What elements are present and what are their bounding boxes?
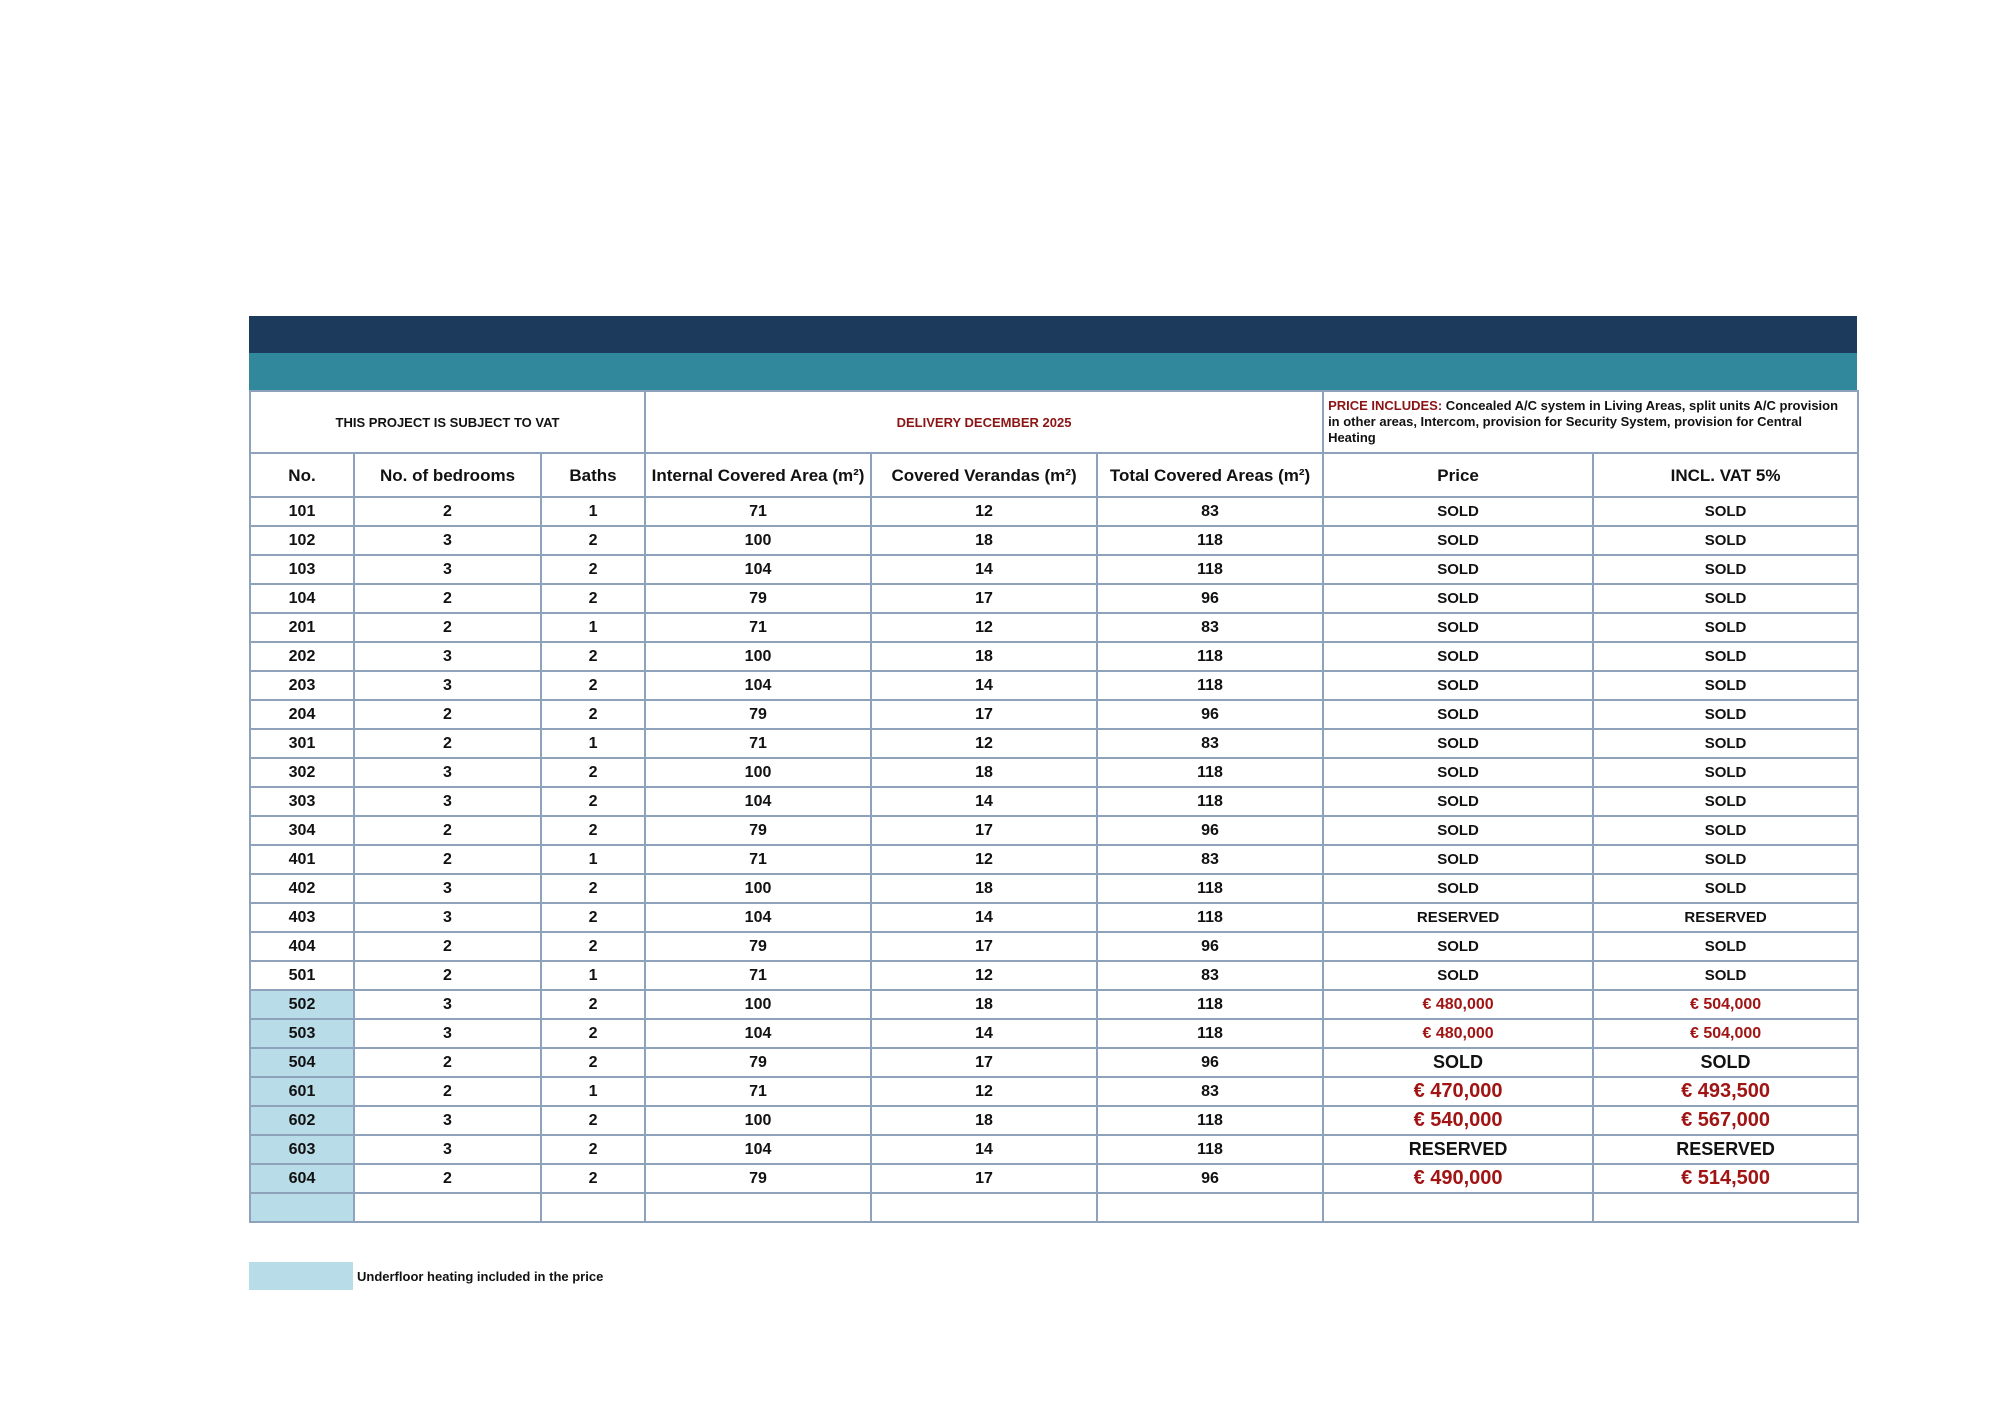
unit-number-cell: 402 <box>250 874 354 903</box>
table-row <box>250 990 1858 1019</box>
internal-area-cell: 71 <box>645 613 871 642</box>
empty-cell <box>1323 1193 1593 1222</box>
price-cell: SOLD <box>1323 729 1593 758</box>
table-row <box>250 1135 1858 1164</box>
price-incl-vat-cell: RESERVED <box>1593 1135 1858 1164</box>
verandas-area-cell: 17 <box>871 932 1097 961</box>
unit-number-cell: 102 <box>250 526 354 555</box>
price-incl-vat-cell: SOLD <box>1593 932 1858 961</box>
vat-note: THIS PROJECT IS SUBJECT TO VAT <box>250 391 645 453</box>
verandas-area-cell: 18 <box>871 526 1097 555</box>
price-cell: SOLD <box>1323 642 1593 671</box>
header-band-dark <box>249 316 1857 353</box>
baths-cell: 2 <box>541 1048 645 1077</box>
total-area-cell: 118 <box>1097 526 1323 555</box>
internal-area-cell: 100 <box>645 990 871 1019</box>
internal-area-cell: 79 <box>645 1048 871 1077</box>
price-incl-vat-cell: SOLD <box>1593 874 1858 903</box>
price-cell: € 490,000 <box>1323 1164 1593 1193</box>
total-area-cell: 118 <box>1097 787 1323 816</box>
verandas-area-cell: 17 <box>871 816 1097 845</box>
bedrooms-cell: 2 <box>354 584 541 613</box>
bedrooms-cell: 2 <box>354 961 541 990</box>
unit-number-cell: 403 <box>250 903 354 932</box>
unit-number-cell: 301 <box>250 729 354 758</box>
header-band-teal <box>249 353 1857 390</box>
price-incl-vat-cell: SOLD <box>1593 613 1858 642</box>
internal-area-cell: 71 <box>645 1077 871 1106</box>
total-area-cell: 118 <box>1097 1106 1323 1135</box>
col-header-price: Price <box>1323 453 1593 497</box>
baths-cell: 2 <box>541 700 645 729</box>
price-incl-vat-cell: SOLD <box>1593 700 1858 729</box>
table-row <box>250 1106 1858 1135</box>
baths-cell: 2 <box>541 1164 645 1193</box>
price-cell: SOLD <box>1323 787 1593 816</box>
internal-area-cell: 100 <box>645 874 871 903</box>
internal-area-cell: 71 <box>645 961 871 990</box>
verandas-area-cell: 17 <box>871 584 1097 613</box>
verandas-area-cell: 18 <box>871 1106 1097 1135</box>
column-headers <box>250 453 1858 497</box>
table-row <box>250 874 1858 903</box>
table-row <box>250 700 1858 729</box>
price-incl-vat-cell: SOLD <box>1593 729 1858 758</box>
price-cell: SOLD <box>1323 874 1593 903</box>
unit-number-cell: 304 <box>250 816 354 845</box>
price-cell: SOLD <box>1323 845 1593 874</box>
total-area-cell: 118 <box>1097 671 1323 700</box>
bedrooms-cell: 3 <box>354 555 541 584</box>
total-area-cell: 96 <box>1097 932 1323 961</box>
col-header-price-vat: INCL. VAT 5% <box>1593 453 1858 497</box>
empty-cell <box>1593 1193 1858 1222</box>
unit-number-cell: 202 <box>250 642 354 671</box>
bedrooms-cell: 2 <box>354 700 541 729</box>
bedrooms-cell: 3 <box>354 526 541 555</box>
total-area-cell: 118 <box>1097 1019 1323 1048</box>
unit-number-cell: 203 <box>250 671 354 700</box>
internal-area-cell: 104 <box>645 903 871 932</box>
price-incl-vat-cell: SOLD <box>1593 671 1858 700</box>
bedrooms-cell: 2 <box>354 729 541 758</box>
total-area-cell: 83 <box>1097 613 1323 642</box>
baths-cell: 1 <box>541 1077 645 1106</box>
empty-cell-no <box>250 1193 354 1222</box>
bedrooms-cell: 2 <box>354 613 541 642</box>
unit-number-cell: 303 <box>250 787 354 816</box>
table-row <box>250 671 1858 700</box>
price-cell: € 540,000 <box>1323 1106 1593 1135</box>
baths-cell: 2 <box>541 1135 645 1164</box>
unit-number-cell: 401 <box>250 845 354 874</box>
price-incl-vat-cell: SOLD <box>1593 584 1858 613</box>
empty-row <box>250 1193 1858 1222</box>
price-cell: € 480,000 <box>1323 1019 1593 1048</box>
price-incl-vat-cell: SOLD <box>1593 497 1858 526</box>
verandas-area-cell: 17 <box>871 1048 1097 1077</box>
verandas-area-cell: 12 <box>871 1077 1097 1106</box>
price-includes <box>1323 391 1858 453</box>
baths-cell: 1 <box>541 961 645 990</box>
total-area-cell: 83 <box>1097 729 1323 758</box>
verandas-area-cell: 17 <box>871 700 1097 729</box>
col-header-bedrooms: No. of bedrooms <box>354 453 541 497</box>
total-area-cell: 83 <box>1097 961 1323 990</box>
price-includes-text: Concealed A/C system in Living Areas, split units A/C provision in other areas, Intercom, provision for Security System, provision for Central Heating <box>1328 398 1839 445</box>
verandas-area-cell: 14 <box>871 1135 1097 1164</box>
table-row <box>250 729 1858 758</box>
price-list-sheet <box>249 316 1857 1223</box>
total-area-cell: 118 <box>1097 758 1323 787</box>
bedrooms-cell: 3 <box>354 758 541 787</box>
internal-area-cell: 100 <box>645 758 871 787</box>
col-header-verandas: Covered Verandas (m²) <box>871 453 1097 497</box>
table-body <box>250 497 1858 1193</box>
verandas-area-cell: 14 <box>871 787 1097 816</box>
baths-cell: 2 <box>541 584 645 613</box>
total-area-cell: 83 <box>1097 497 1323 526</box>
table-row <box>250 845 1858 874</box>
verandas-area-cell: 18 <box>871 990 1097 1019</box>
price-cell: € 470,000 <box>1323 1077 1593 1106</box>
price-cell: SOLD <box>1323 700 1593 729</box>
internal-area-cell: 71 <box>645 497 871 526</box>
internal-area-cell: 100 <box>645 642 871 671</box>
table-row <box>250 555 1858 584</box>
bedrooms-cell: 2 <box>354 816 541 845</box>
baths-cell: 1 <box>541 497 645 526</box>
unit-number-cell: 204 <box>250 700 354 729</box>
unit-number-cell: 302 <box>250 758 354 787</box>
unit-number-cell: 601 <box>250 1077 354 1106</box>
verandas-area-cell: 12 <box>871 613 1097 642</box>
internal-area-cell: 104 <box>645 787 871 816</box>
col-header-baths: Baths <box>541 453 645 497</box>
internal-area-cell: 71 <box>645 845 871 874</box>
verandas-area-cell: 14 <box>871 903 1097 932</box>
total-area-cell: 118 <box>1097 874 1323 903</box>
internal-area-cell: 100 <box>645 526 871 555</box>
price-incl-vat-cell: SOLD <box>1593 961 1858 990</box>
verandas-area-cell: 17 <box>871 1164 1097 1193</box>
price-cell: € 480,000 <box>1323 990 1593 1019</box>
table-row <box>250 787 1858 816</box>
table-row <box>250 1164 1858 1193</box>
price-cell: SOLD <box>1323 497 1593 526</box>
col-header-no: No. <box>250 453 354 497</box>
table-row <box>250 613 1858 642</box>
price-incl-vat-cell: SOLD <box>1593 1048 1858 1077</box>
table-row <box>250 816 1858 845</box>
verandas-area-cell: 14 <box>871 1019 1097 1048</box>
unit-number-cell: 104 <box>250 584 354 613</box>
baths-cell: 2 <box>541 932 645 961</box>
table-row <box>250 758 1858 787</box>
price-incl-vat-cell: SOLD <box>1593 787 1858 816</box>
unit-number-cell: 504 <box>250 1048 354 1077</box>
price-incl-vat-cell: € 514,500 <box>1593 1164 1858 1193</box>
bedrooms-cell: 2 <box>354 497 541 526</box>
baths-cell: 1 <box>541 729 645 758</box>
price-cell: SOLD <box>1323 526 1593 555</box>
unit-number-cell: 603 <box>250 1135 354 1164</box>
verandas-area-cell: 14 <box>871 555 1097 584</box>
price-cell: SOLD <box>1323 961 1593 990</box>
bedrooms-cell: 3 <box>354 671 541 700</box>
price-incl-vat-cell: SOLD <box>1593 758 1858 787</box>
legend-text: Underfloor heating included in the price <box>357 1268 604 1284</box>
internal-area-cell: 71 <box>645 729 871 758</box>
price-cell: SOLD <box>1323 1048 1593 1077</box>
bedrooms-cell: 3 <box>354 990 541 1019</box>
empty-cell <box>541 1193 645 1222</box>
baths-cell: 2 <box>541 758 645 787</box>
table-row <box>250 961 1858 990</box>
price-incl-vat-cell: SOLD <box>1593 555 1858 584</box>
unit-number-cell: 602 <box>250 1106 354 1135</box>
unit-number-cell: 103 <box>250 555 354 584</box>
baths-cell: 2 <box>541 874 645 903</box>
bedrooms-cell: 2 <box>354 1164 541 1193</box>
internal-area-cell: 79 <box>645 1164 871 1193</box>
table-row <box>250 1048 1858 1077</box>
baths-cell: 1 <box>541 845 645 874</box>
verandas-area-cell: 18 <box>871 758 1097 787</box>
price-cell: SOLD <box>1323 555 1593 584</box>
price-includes-label: PRICE INCLUDES: <box>1328 398 1443 413</box>
bedrooms-cell: 2 <box>354 845 541 874</box>
empty-cell <box>871 1193 1097 1222</box>
table-row <box>250 1019 1858 1048</box>
price-list-table <box>249 390 1859 1223</box>
total-area-cell: 96 <box>1097 700 1323 729</box>
delivery-date: DELIVERY DECEMBER 2025 <box>645 391 1323 453</box>
total-area-cell: 96 <box>1097 584 1323 613</box>
underfloor-heating-swatch <box>249 1262 353 1290</box>
price-incl-vat-cell: € 567,000 <box>1593 1106 1858 1135</box>
total-area-cell: 118 <box>1097 1135 1323 1164</box>
baths-cell: 2 <box>541 787 645 816</box>
bedrooms-cell: 2 <box>354 1048 541 1077</box>
price-cell: SOLD <box>1323 671 1593 700</box>
bedrooms-cell: 3 <box>354 1106 541 1135</box>
baths-cell: 2 <box>541 903 645 932</box>
verandas-area-cell: 12 <box>871 497 1097 526</box>
baths-cell: 2 <box>541 816 645 845</box>
table-row <box>250 526 1858 555</box>
table-row <box>250 584 1858 613</box>
verandas-area-cell: 18 <box>871 874 1097 903</box>
internal-area-cell: 79 <box>645 700 871 729</box>
price-incl-vat-cell: € 504,000 <box>1593 990 1858 1019</box>
bedrooms-cell: 2 <box>354 932 541 961</box>
price-incl-vat-cell: RESERVED <box>1593 903 1858 932</box>
empty-cell <box>354 1193 541 1222</box>
verandas-area-cell: 12 <box>871 729 1097 758</box>
table-row <box>250 932 1858 961</box>
price-cell: SOLD <box>1323 613 1593 642</box>
bedrooms-cell: 3 <box>354 1135 541 1164</box>
verandas-area-cell: 12 <box>871 961 1097 990</box>
price-incl-vat-cell: SOLD <box>1593 642 1858 671</box>
baths-cell: 2 <box>541 990 645 1019</box>
col-header-internal-area: Internal Covered Area (m²) <box>645 453 871 497</box>
empty-cell <box>1097 1193 1323 1222</box>
bedrooms-cell: 3 <box>354 787 541 816</box>
empty-cell <box>645 1193 871 1222</box>
table-row <box>250 642 1858 671</box>
unit-number-cell: 503 <box>250 1019 354 1048</box>
baths-cell: 1 <box>541 613 645 642</box>
bedrooms-cell: 3 <box>354 1019 541 1048</box>
price-cell: SOLD <box>1323 932 1593 961</box>
price-incl-vat-cell: SOLD <box>1593 816 1858 845</box>
price-incl-vat-cell: € 504,000 <box>1593 1019 1858 1048</box>
legend <box>249 1262 603 1290</box>
bedrooms-cell: 2 <box>354 1077 541 1106</box>
total-area-cell: 83 <box>1097 845 1323 874</box>
verandas-area-cell: 12 <box>871 845 1097 874</box>
total-area-cell: 96 <box>1097 816 1323 845</box>
price-cell: SOLD <box>1323 816 1593 845</box>
internal-area-cell: 79 <box>645 816 871 845</box>
baths-cell: 2 <box>541 1019 645 1048</box>
table-row <box>250 497 1858 526</box>
total-area-cell: 83 <box>1097 1077 1323 1106</box>
verandas-area-cell: 14 <box>871 671 1097 700</box>
info-row <box>250 391 1858 453</box>
unit-number-cell: 502 <box>250 990 354 1019</box>
unit-number-cell: 101 <box>250 497 354 526</box>
baths-cell: 2 <box>541 1106 645 1135</box>
bedrooms-cell: 3 <box>354 874 541 903</box>
unit-number-cell: 501 <box>250 961 354 990</box>
total-area-cell: 118 <box>1097 642 1323 671</box>
baths-cell: 2 <box>541 526 645 555</box>
price-cell: SOLD <box>1323 758 1593 787</box>
price-cell: RESERVED <box>1323 903 1593 932</box>
bedrooms-cell: 3 <box>354 903 541 932</box>
total-area-cell: 118 <box>1097 555 1323 584</box>
internal-area-cell: 79 <box>645 584 871 613</box>
internal-area-cell: 100 <box>645 1106 871 1135</box>
price-incl-vat-cell: € 493,500 <box>1593 1077 1858 1106</box>
price-cell: SOLD <box>1323 584 1593 613</box>
internal-area-cell: 79 <box>645 932 871 961</box>
unit-number-cell: 201 <box>250 613 354 642</box>
table-row <box>250 903 1858 932</box>
internal-area-cell: 104 <box>645 555 871 584</box>
internal-area-cell: 104 <box>645 1019 871 1048</box>
internal-area-cell: 104 <box>645 1135 871 1164</box>
total-area-cell: 96 <box>1097 1164 1323 1193</box>
baths-cell: 2 <box>541 555 645 584</box>
price-incl-vat-cell: SOLD <box>1593 526 1858 555</box>
col-header-total-area: Total Covered Areas (m²) <box>1097 453 1323 497</box>
unit-number-cell: 404 <box>250 932 354 961</box>
table-row <box>250 1077 1858 1106</box>
total-area-cell: 96 <box>1097 1048 1323 1077</box>
total-area-cell: 118 <box>1097 990 1323 1019</box>
total-area-cell: 118 <box>1097 903 1323 932</box>
internal-area-cell: 104 <box>645 671 871 700</box>
price-incl-vat-cell: SOLD <box>1593 845 1858 874</box>
bedrooms-cell: 3 <box>354 642 541 671</box>
verandas-area-cell: 18 <box>871 642 1097 671</box>
baths-cell: 2 <box>541 642 645 671</box>
unit-number-cell: 604 <box>250 1164 354 1193</box>
price-cell: RESERVED <box>1323 1135 1593 1164</box>
baths-cell: 2 <box>541 671 645 700</box>
